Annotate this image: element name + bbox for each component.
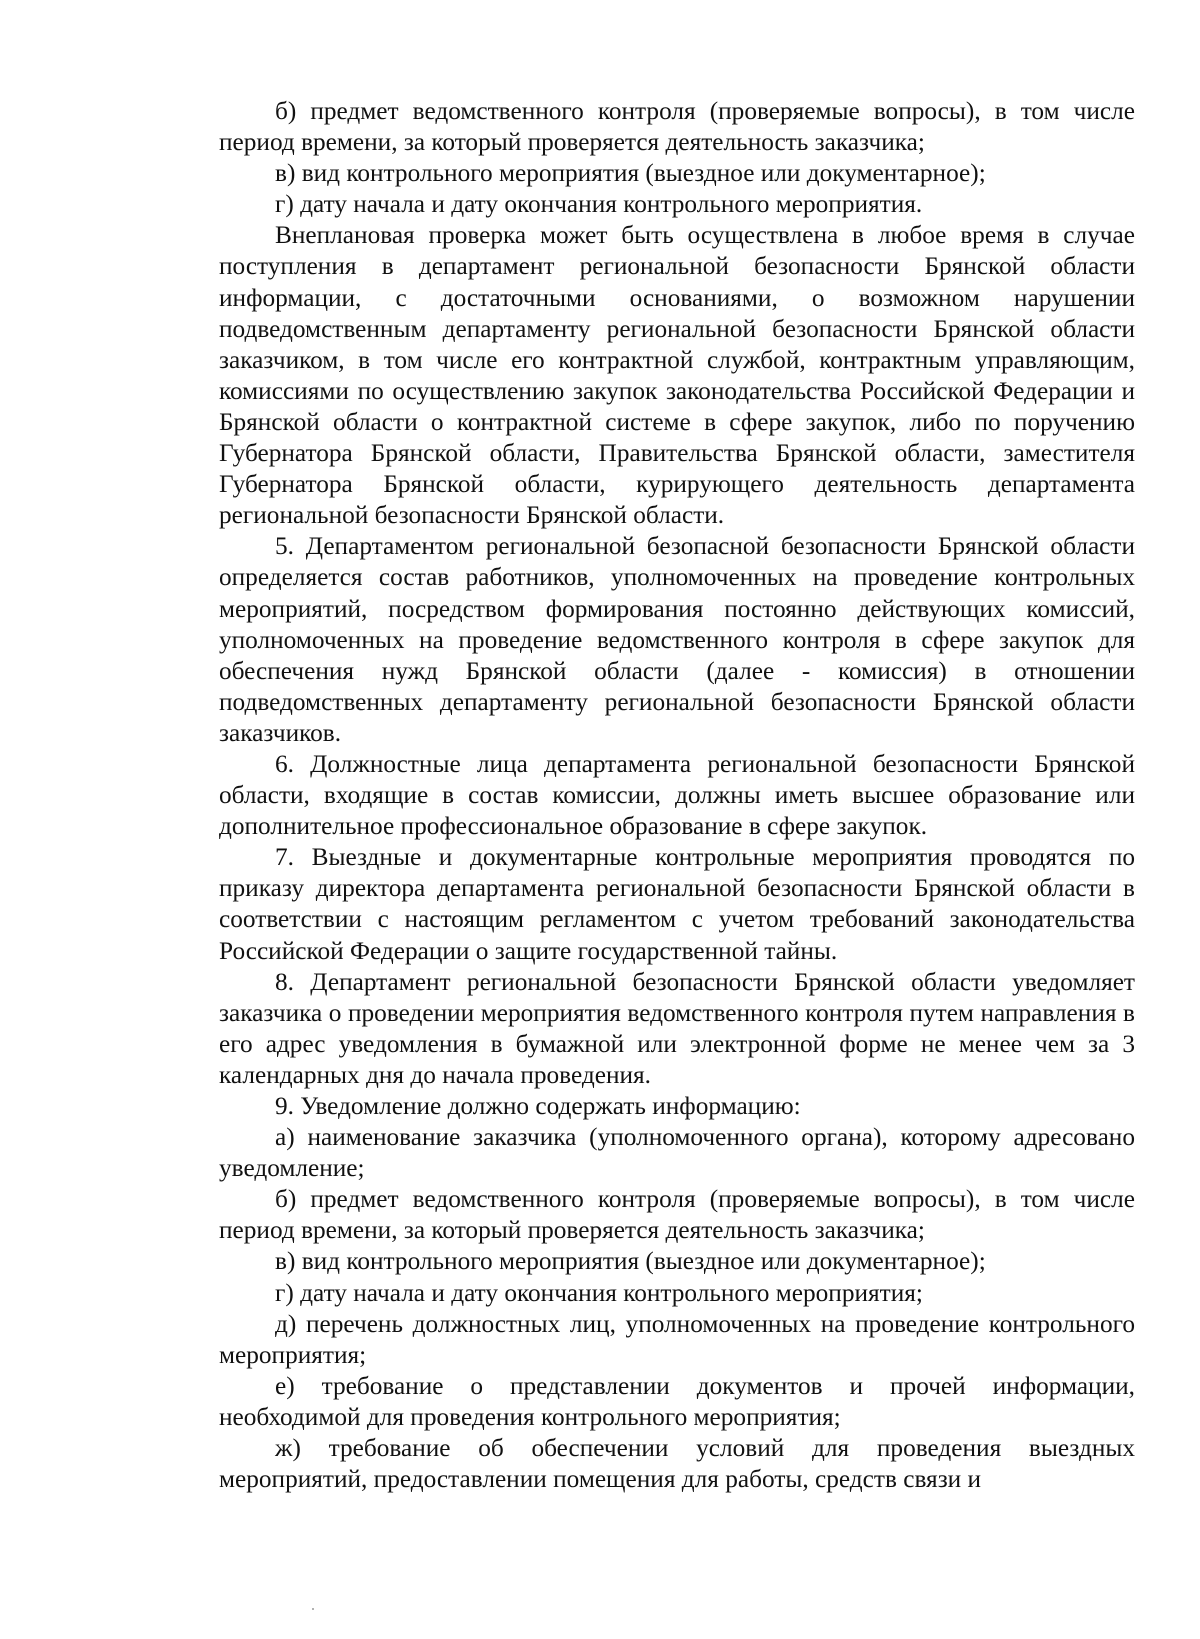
paragraph-9g: г) дату начала и дату окончания контрольного мероприятия;	[275, 1278, 923, 1307]
paragraph-9v: в) вид контрольного мероприятия (выездное или документарное);	[275, 1247, 986, 1276]
document-body	[219, 96, 1135, 1495]
paragraph-8: 8. Департамент региональной безопасности Брянской области уведомляет заказчика о проведении мероприятия ведомственного контроля путем направления в его адрес уведомления в бумажной или электронной форме не менее чем за 3 календарных дня до начала проведения.	[219, 967, 1135, 1089]
paragraph-unscheduled-inspection: Внеплановая проверка может быть осуществлена в любое время в случае поступления в департамент региональной безопасности Брянской области информации, с достаточными основаниями, о возможном нарушении подведомственным департаменту региональной безопасности Брянской области заказчиком, в том числе его контрактной службой, контрактным управляющим, комиссиями по осуществлению закупок законодательства Российской Федерации и Брянской области о контрактной системе в сфере закупок, либо по поручению Губернатора Брянской области, Правительства Брянской области, заместителя Губернатора Брянской области, курирующего деятельность департамента региональной безопасности Брянской области.	[219, 221, 1135, 530]
paragraph-9b: б) предмет ведомственного контроля (проверяемые вопросы), в том числе период времени, за который проверяется деятельность заказчика;	[219, 1185, 1135, 1245]
paragraph-9d: д) перечень должностных лиц, уполномоченных на проведение контрольного мероприятия;	[219, 1309, 1135, 1369]
paragraph-9zh: ж) требование об обеспечении условий для проведения выездных мероприятий, предоставлении помещения для работы, средств связи и	[219, 1434, 1135, 1494]
paragraph-b-subject: б) предмет ведомственного контроля (проверяемые вопросы), в том числе период времени, за который проверяется деятельность заказчика;	[219, 97, 1135, 157]
paragraph-9e: е) требование о представлении документов и прочей информации, необходимой для проведения контрольного мероприятия;	[219, 1371, 1135, 1431]
scan-artifact-dot	[312, 1608, 314, 1610]
paragraph-5: 5. Департаментом региональной безопасной безопасности Брянской области определяется состав работников, уполномоченных на проведение контрольных мероприятий, посредством формирования постоянно действующих комиссий, уполномоченных на проведение ведомственного контроля в сфере закупок для обеспечения нужд Брянской области (далее - комиссия) в отношении подведомственных департаменту региональной безопасности Брянской области заказчиков.	[219, 532, 1135, 747]
paragraph-v-type: в) вид контрольного мероприятия (выездное или документарное);	[275, 159, 986, 188]
paragraph-9: 9. Уведомление должно содержать информацию:	[275, 1092, 801, 1120]
paragraph-7: 7. Выездные и документарные контрольные мероприятия проводятся по приказу директора департамента региональной безопасности Брянской области в соответствии с настоящим регламентом с учетом требований законодательства Российской Федерации о защите государственной тайны.	[219, 843, 1135, 965]
paragraph-g-dates: г) дату начала и дату окончания контрольного мероприятия.	[275, 190, 923, 219]
paragraph-6: 6. Должностные лица департамента региональной безопасности Брянской области, входящие в состав комиссии, должны иметь высшее образование или дополнительное профессиональное образование в сфере закупок.	[219, 749, 1135, 841]
paragraph-9a: а) наименование заказчика (уполномоченного органа), которому адресовано уведомление;	[219, 1123, 1135, 1183]
